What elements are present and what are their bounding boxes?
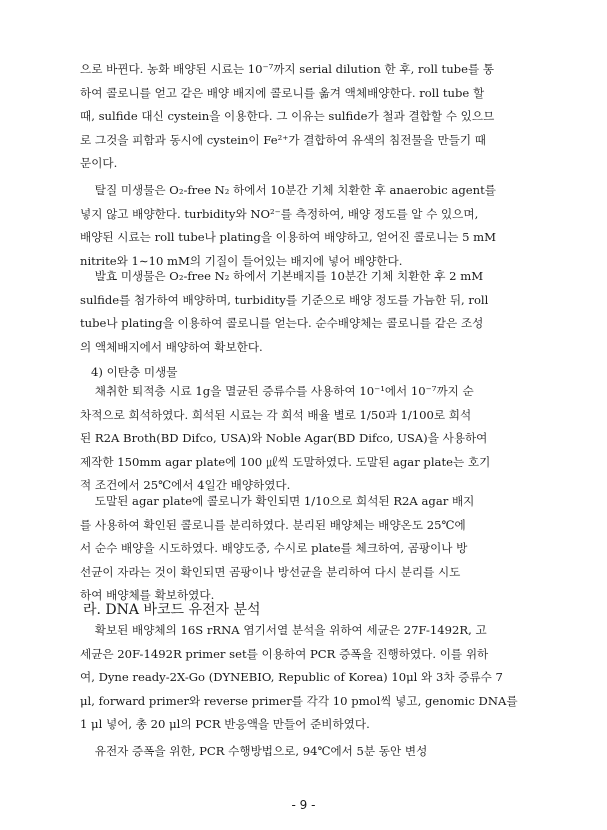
text-line: 도말된 agar plate에 콜로니가 확인되면 1/10으로 희석된 R2A agar 배지 xyxy=(80,494,475,508)
paragraph-pcr-setup xyxy=(80,619,526,737)
paragraph-fermentative xyxy=(80,265,526,359)
text-line: 여, Dyne ready-2X-Go (DYNEBIO, Republic of Korea) 10μl 와 3차 증류수 7 xyxy=(80,670,503,685)
section-heading-peat: 4) 이탄층 미생물 xyxy=(91,365,178,379)
text-line: 선균이 자라는 것이 확인되면 곰팡이나 방선균을 분리하여 다시 분리를 시도 xyxy=(80,564,461,579)
text-line: μl, forward primer와 reverse primer를 각각 10 pmol씩 넣고, genomic DNA를 xyxy=(80,693,518,708)
text-line: 하여 배양체를 확보하였다. xyxy=(80,588,215,603)
text-line: 때, sulfide 대신 cystein을 이용한다. 그 이유는 sulfide가 철과 결합할 수 있으므 xyxy=(80,109,495,124)
text-line: 탈질 미생물은 O₂-free N₂ 하에서 10분간 기체 치환한 후 anaerobic agent를 xyxy=(80,183,496,197)
paragraph-peat-dilution xyxy=(80,380,526,498)
text-line: sulfide를 첨가하여 배양하며, turbidity를 기준으로 배양 정도를 가늠한 뒤, roll xyxy=(80,292,489,307)
text-line: 하여 콜로니를 얻고 같은 배양 배지에 콜로니를 옮겨 액체배양한다. roll tube 할 xyxy=(80,85,485,100)
text-line: 적 조건에서 25℃에서 4일간 배양하였다. xyxy=(80,478,291,493)
text-line: 배양된 시료는 roll tube나 plating을 이용하여 배양하고, 얻어진 콜로니는 5 mM xyxy=(80,230,497,245)
text-line: 발효 미생물은 O₂-free N₂ 하에서 기본배지를 10분간 기체 치환한 후 2 mM xyxy=(80,269,484,283)
text-line: 된 R2A Broth(BD Difco, USA)와 Noble Agar(BD Difco, USA)을 사용하여 xyxy=(80,431,488,446)
text-line: 제작한 150mm agar plate에 100 ㎕씩 도말하였다. 도말된 agar plate는 호기 xyxy=(80,454,491,469)
text-line: 확보된 배양체의 16S rRNA 염기서열 분석을 위하여 세균은 27F-1492R, 고 xyxy=(80,623,487,637)
text-line: 으로 바뀐다. 농화 배양된 시료는 10⁻⁷까지 serial dilution 한 후, roll tube를 통 xyxy=(80,62,495,76)
section-heading-dna-barcode: 라. DNA 바코드 유전자 분석 xyxy=(83,602,261,618)
paragraph-pcr-method xyxy=(80,740,526,764)
text-line: 세균은 20F-1492R primer set를 이용하여 PCR 증폭을 진행하였다. 이를 위하 xyxy=(80,646,489,661)
text-line: 를 사용하여 확인된 콜로니를 분리하였다. 분리된 배양체는 배양온도 25℃에 xyxy=(80,517,466,532)
page-number: - 9 - xyxy=(291,798,316,812)
text-line: 차적으로 희석하였다. 희석된 시료는 각 희석 배율 별로 1/50과 1/100로 희석 xyxy=(80,407,472,422)
text-line: tube나 plating을 이용하여 콜로니를 얻는다. 순수배양체는 콜로니를 같은 조성 xyxy=(80,316,484,331)
paragraph-enrichment xyxy=(80,58,526,176)
text-line: 1 μl 넣어, 총 20 μl의 PCR 반응액을 만들어 준비하였다. xyxy=(80,717,370,732)
text-line: 채취한 퇴적층 시료 1g을 멸균된 증류수를 사용하여 10⁻¹에서 10⁻⁷까지 순 xyxy=(80,384,474,398)
text-line: 서 순수 배양을 시도하였다. 배양도중, 수시로 plate를 체크하여, 곰팡이나 방 xyxy=(80,541,468,556)
paragraph-peat-isolation xyxy=(80,490,526,608)
text-line: 의 액체배지에서 배양하여 확보한다. xyxy=(80,339,263,354)
text-line: 유전자 증폭을 위한, PCR 수행방법으로, 94℃에서 5분 동안 변성 xyxy=(80,744,428,758)
text-line: 로 그것을 피함과 동시에 cystein이 Fe²⁺가 결합하여 유색의 침전물을 만들기 때 xyxy=(80,132,486,147)
text-line: 문이다. xyxy=(80,156,118,171)
text-line: nitrite와 1∼10 mM의 기질이 들어있는 배지에 넣어 배양한다. xyxy=(80,253,403,268)
text-line: 넣지 않고 배양한다. turbidity와 NO²⁻를 측정하여, 배양 정도를 알 수 있으며, xyxy=(80,206,479,221)
paragraph-denitrifying xyxy=(80,179,526,273)
